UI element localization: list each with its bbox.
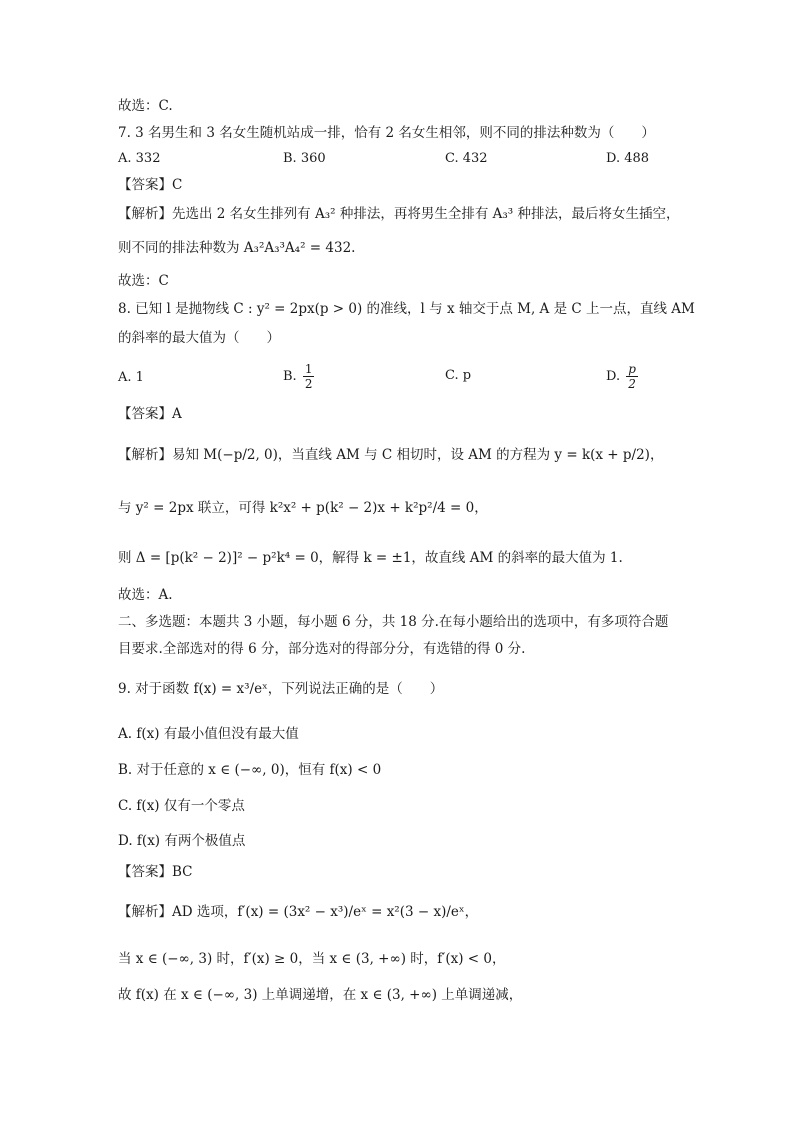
- analysis-9-line-3: 故 f(x) 在 x ∈ (−∞, 3) 上单调递增，在 x ∈ (3, +∞) 上单调递减，: [118, 987, 523, 1003]
- text-line: 故选：C: [118, 273, 169, 289]
- analysis-8-line-2: 与 y² = 2px 联立，可得 k²x² + p(k² − 2)x + k²p²/4 = 0，: [118, 500, 488, 516]
- q7-option-c: C. 432: [445, 151, 488, 166]
- q9-option-a: A. f(x) 有最小值但没有最大值: [118, 726, 299, 742]
- answer-9: 【答案】BC: [118, 864, 193, 880]
- q7-option-b: B. 360: [283, 151, 326, 166]
- q9-option-d: D. f(x) 有两个极值点: [118, 833, 246, 849]
- q7-option-a: A. 332: [118, 151, 161, 166]
- analysis-9-line-1: 【解析】AD 选项，f′(x) = (3x² − x³)/eˣ = x²(3 − x)/eˣ，: [118, 904, 479, 920]
- q8-option-c: C. p: [445, 368, 472, 383]
- answer-7: 【答案】C: [118, 177, 183, 193]
- q8-option-a: A. 1: [118, 370, 144, 385]
- analysis-7-line-2: 则不同的排法种数为 A₃²A₃³A₄² = 432.: [118, 240, 356, 256]
- q8-option-b: B. $\frac{1}{2}$: [283, 362, 313, 391]
- text-line: 故选：A.: [118, 587, 173, 603]
- q8-option-d: D. $\frac{p}{2}$: [606, 362, 636, 391]
- q9-option-c: C. f(x) 仅有一个零点: [118, 798, 245, 814]
- text-line: 故选：C.: [118, 98, 173, 114]
- analysis-7-line-1: 【解析】先选出 2 名女生排列有 A₃² 种排法，再将男生全排有 A₃³ 种排法，最后将女生插空，: [118, 206, 680, 222]
- question-7: 7. 3 名男生和 3 名女生随机站成一排，恰有 2 名女生相邻，则不同的排法种数为（ ）: [118, 125, 655, 141]
- q9-option-b: B. 对于任意的 x ∈ (−∞, 0)，恒有 f(x) < 0: [118, 762, 382, 778]
- answer-8: 【答案】A: [118, 406, 182, 422]
- question-9: 9. 对于函数 f(x) = x³/eˣ，下列说法正确的是（ ）: [118, 681, 444, 697]
- q7-option-d: D. 488: [606, 151, 650, 166]
- section-heading-line-1: 二、多选题：本题共 3 小题，每小题 6 分，共 18 分.在每小题给出的选项中，有多项符合题: [118, 614, 669, 630]
- analysis-8-line-3: 则 Δ = [p(k² − 2)]² − p²k⁴ = 0，解得 k = ±1，故直线 AM 的斜率的最大值为 1.: [118, 550, 623, 566]
- question-8-line-2: 的斜率的最大值为（ ）: [118, 330, 280, 346]
- analysis-9-line-2: 当 x ∈ (−∞, 3) 时，f′(x) ≥ 0，当 x ∈ (3, +∞) 时，f′(x) < 0，: [118, 951, 506, 967]
- question-8-line-1: 8. 已知 l 是抛物线 C : y² = 2px(p > 0) 的准线，l 与 x 轴交于点 M, A 是 C 上一点，直线 AM: [118, 301, 695, 317]
- analysis-8-line-1: 【解析】易知 M(−p/2, 0)，当直线 AM 与 C 相切时，设 AM 的方程为 y = k(x + p/2)，: [118, 447, 664, 463]
- section-heading-line-2: 目要求.全部选对的得 6 分，部分选对的得部分分，有选错的得 0 分.: [118, 641, 526, 657]
